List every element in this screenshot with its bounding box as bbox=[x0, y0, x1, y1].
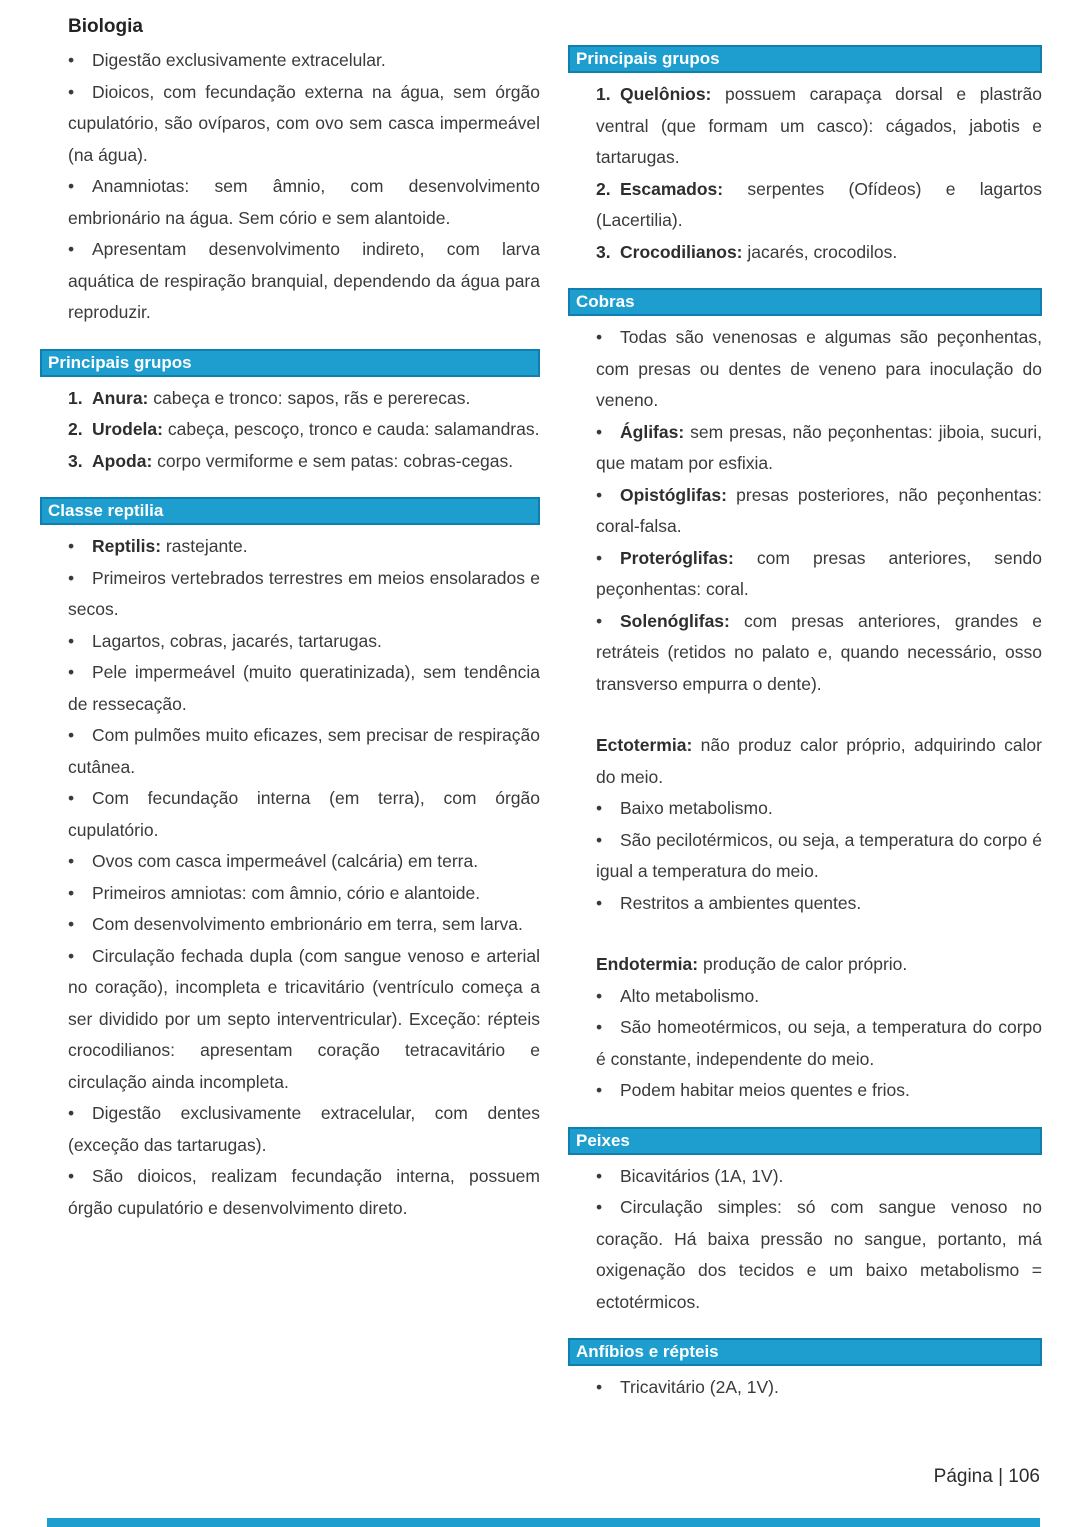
item-lead: Crocodilianos: bbox=[620, 241, 743, 262]
bullet-marker: • bbox=[596, 1080, 603, 1100]
number-marker: 1. bbox=[596, 84, 611, 104]
bullet-marker: • bbox=[596, 421, 603, 442]
list-item: • Com desenvolvimento embrionário em terra, sem larva. bbox=[68, 909, 540, 941]
page-title: Biologia bbox=[68, 16, 143, 37]
section-header-bar: Classe reptilia bbox=[40, 497, 540, 525]
bullet-marker: • bbox=[68, 239, 75, 259]
section bbox=[568, 949, 1042, 1107]
list-item: • São homeotérmicos, ou seja, a temperatura do corpo é constante, independente do meio. bbox=[596, 1012, 1042, 1075]
list-item: • Solenóglifas: com presas anteriores, grandes e retráteis (retidos no palato e, quando necessário, osso transverso empurra o dente). bbox=[596, 606, 1042, 701]
list-item: • Todas são venenosas e algumas são peçonhentas, com presas ou dentes de veneno para inoculação do veneno. bbox=[596, 322, 1042, 417]
section bbox=[40, 349, 540, 478]
section bbox=[568, 288, 1042, 700]
section bbox=[40, 45, 540, 329]
section bbox=[568, 45, 1042, 268]
item-lead: Reptilis: bbox=[92, 536, 162, 556]
list-item: • Restritos a ambientes quentes. bbox=[596, 888, 1042, 920]
section bbox=[568, 730, 1042, 919]
section bbox=[568, 1338, 1042, 1404]
bullet-marker: • bbox=[596, 1165, 603, 1186]
item-lead: Áglifas: bbox=[620, 421, 685, 442]
list-item: • Ovos com casca impermeável (calcária) em terra. bbox=[68, 846, 540, 878]
page-number: Página | 106 bbox=[933, 1466, 1040, 1487]
list-item: Endotermia: produção de calor próprio. bbox=[596, 954, 908, 974]
number-marker: 1. bbox=[68, 387, 83, 408]
item-lead: Quelônios: bbox=[620, 84, 712, 104]
list-item: • Circulação simples: só com sangue venoso no coração. Há baixa pressão no sangue, portanto, má oxigenação dos tecidos e um baixo metabolismo = ectotérmicos. bbox=[596, 1192, 1042, 1318]
list-item: • Com fecundação interna (em terra), com órgão cupulatório. bbox=[68, 783, 540, 846]
list-item: • Dioicos, com fecundação externa na água, sem órgão cupulatório, são ovíparos, com ovo sem casca impermeável (na água). bbox=[68, 77, 540, 172]
number-marker: 2. bbox=[68, 419, 83, 439]
list-item: 2. Urodela: cabeça, pescoço, tronco e cauda: salamandras. bbox=[68, 414, 540, 446]
bullet-marker: • bbox=[68, 662, 75, 682]
list-item: 1. Anura: cabeça e tronco: sapos, rãs e pererecas. bbox=[68, 383, 540, 415]
list-item: • Tricavitário (2A, 1V). bbox=[596, 1372, 1042, 1404]
bullet-marker: • bbox=[68, 630, 75, 651]
list-item: • Baixo metabolismo. bbox=[596, 793, 1042, 825]
list-item: • Proteróglifas: com presas anteriores, sendo peçonhentas: coral. bbox=[596, 543, 1042, 606]
right-column bbox=[568, 0, 1042, 1404]
left-column-sections bbox=[40, 45, 540, 1224]
item-lead: Apoda: bbox=[92, 450, 153, 471]
list-item: • Opistóglifas: presas posteriores, não peçonhentas: coral-falsa. bbox=[596, 480, 1042, 543]
item-lead: Endotermia: bbox=[596, 954, 699, 974]
list-item: • Lagartos, cobras, jacarés, tartarugas. bbox=[68, 626, 540, 658]
list-item: • Digestão exclusivamente extracelular. bbox=[68, 45, 540, 77]
right-column-sections bbox=[568, 45, 1042, 1404]
list-item: • Reptilis: rastejante. bbox=[68, 531, 540, 563]
number-marker: 3. bbox=[596, 241, 611, 262]
bullet-marker: • bbox=[68, 81, 75, 102]
item-lead: Escamados: bbox=[620, 178, 724, 199]
list-item: • Primeiros vertebrados terrestres em meios ensolarados e secos. bbox=[68, 563, 540, 626]
list-item: • Alto metabolismo. bbox=[596, 981, 1042, 1013]
item-lead: Urodela: bbox=[92, 419, 163, 439]
bullet-marker: • bbox=[596, 892, 603, 913]
list-item: • São dioicos, realizam fecundação interna, possuem órgão cupulatório e desenvolvimento direto. bbox=[68, 1161, 540, 1224]
bullet-marker: • bbox=[596, 829, 603, 850]
bullet-marker: • bbox=[68, 1103, 75, 1123]
list-item: 3. Crocodilianos: jacarés, crocodilos. bbox=[596, 237, 1042, 269]
bullet-marker: • bbox=[68, 882, 75, 903]
bullet-marker: • bbox=[68, 1166, 75, 1186]
list-item: • Pele impermeável (muito queratinizada), sem tendência de ressecação. bbox=[68, 657, 540, 720]
bullet-marker: • bbox=[68, 536, 75, 556]
list-item: • Apresentam desenvolvimento indireto, com larva aquática de respiração branquial, dependendo da água para reproduzir. bbox=[68, 234, 540, 329]
item-lead: Proteróglifas: bbox=[620, 547, 734, 568]
bullet-marker: • bbox=[68, 50, 75, 70]
list-item: • Digestão exclusivamente extracelular, com dentes (exceção das tartarugas). bbox=[68, 1098, 540, 1161]
section-header-bar: Cobras bbox=[568, 288, 1042, 316]
section bbox=[40, 497, 540, 1224]
list-item: • Com pulmões muito eficazes, sem precisar de respiração cutânea. bbox=[68, 720, 540, 783]
bullet-marker: • bbox=[68, 567, 75, 588]
number-marker: 2. bbox=[596, 178, 611, 199]
list-item: • Áglifas: sem presas, não peçonhentas: jiboia, sucuri, que matam por esfixia. bbox=[596, 417, 1042, 480]
bullet-marker: • bbox=[596, 985, 603, 1006]
list-item: • Bicavitários (1A, 1V). bbox=[596, 1161, 1042, 1193]
item-lead: Solenóglifas: bbox=[620, 610, 730, 631]
bullet-marker: • bbox=[68, 851, 75, 871]
list-item: 2. Escamados: serpentes (Ofídeos) e lagartos (Lacertilia). bbox=[596, 174, 1042, 237]
list-item: • Anamniotas: sem âmnio, com desenvolvimento embrionário na água. Sem cório e sem alantoide. bbox=[68, 171, 540, 234]
bullet-marker: • bbox=[68, 945, 75, 966]
section-header-bar: Principais grupos bbox=[568, 45, 1042, 73]
section-header-bar: Peixes bbox=[568, 1127, 1042, 1155]
bullet-marker: • bbox=[596, 547, 603, 568]
item-lead: Anura: bbox=[92, 387, 149, 408]
list-item: • São pecilotérmicos, ou seja, a temperatura do corpo é igual a temperatura do meio. bbox=[596, 825, 1042, 888]
bullet-marker: • bbox=[596, 610, 603, 631]
bullet-marker: • bbox=[596, 484, 603, 505]
list-item: 3. Apoda: corpo vermiforme e sem patas: cobras-cegas. bbox=[68, 446, 540, 478]
bullet-marker: • bbox=[68, 176, 75, 196]
bullet-marker: • bbox=[68, 914, 75, 934]
left-column bbox=[40, 0, 540, 1224]
list-item: • Podem habitar meios quentes e frios. bbox=[596, 1075, 1042, 1107]
list-item: • Primeiros amniotas: com âmnio, cório e alantoide. bbox=[68, 878, 540, 910]
list-item: Ectotermia: não produz calor próprio, adquirindo calor do meio. bbox=[596, 735, 1042, 787]
bottom-accent-rule bbox=[47, 1518, 1040, 1527]
section bbox=[568, 1127, 1042, 1319]
bullet-marker: • bbox=[68, 725, 75, 745]
item-lead: Ectotermia: bbox=[596, 735, 693, 755]
number-marker: 3. bbox=[68, 450, 83, 471]
section-header-bar: Anfíbios e répteis bbox=[568, 1338, 1042, 1366]
list-item: • Circulação fechada dupla (com sangue venoso e arterial no coração), incompleta e tricavitário (ventrículo começa a ser dividido por um septo interventricular). Exceção: répteis crocodilianos: apresentam coração tetracavitário e circulação ainda incompleta. bbox=[68, 941, 540, 1099]
bullet-marker: • bbox=[596, 798, 603, 818]
bullet-marker: • bbox=[596, 327, 603, 347]
item-lead: Opistóglifas: bbox=[620, 484, 727, 505]
bullet-marker: • bbox=[596, 1197, 603, 1217]
bullet-marker: • bbox=[596, 1017, 603, 1037]
bullet-marker: • bbox=[68, 788, 75, 808]
section-header-bar: Principais grupos bbox=[40, 349, 540, 377]
list-item: 1. Quelônios: possuem carapaça dorsal e plastrão ventral (que formam um casco): cágados, jabotis e tartarugas. bbox=[596, 79, 1042, 174]
bullet-marker: • bbox=[596, 1377, 603, 1397]
